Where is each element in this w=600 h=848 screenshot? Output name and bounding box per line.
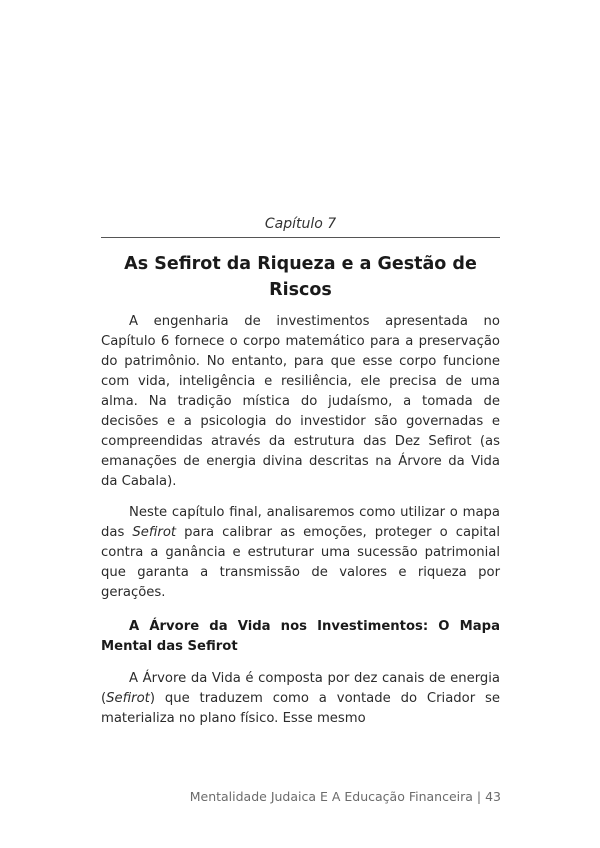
paragraph-3	[101, 669, 500, 729]
paragraph-2	[101, 503, 500, 603]
chapter-divider	[101, 237, 500, 238]
page-footer: Mentalidade Judaica E A Educação Financeira | 43	[189, 789, 501, 804]
paragraph-2-text-b: para calibrar as emoções, proteger o capital contra a ganância e estruturar uma sucessão patrimonial que garanta a transmissão de valores e riqueza por gerações.	[101, 525, 501, 600]
chapter-label: Capítulo 7	[264, 216, 337, 232]
paragraph-2-text-a: Neste capítulo final, analisaremos como utilizar o mapa das	[101, 505, 500, 540]
paragraph-3-italic: Sefirot	[106, 691, 150, 706]
paragraph-3-text-a: A Árvore da Vida é composta por dez canais de energia (	[101, 671, 500, 706]
chapter-title: As Sefirot da Riqueza e a Gestão de Riscos	[124, 254, 477, 300]
paragraph-3-text-b: ) que traduzem como a vontade do Criador se materializa no plano físico. Esse mesmo	[101, 691, 500, 726]
section-heading: A Árvore da Vida nos Investimentos: O Mapa Mental das Sefirot	[101, 619, 500, 654]
paragraph-2-italic: Sefirot	[132, 525, 177, 540]
paragraph-1: A engenharia de investimentos apresentada no Capítulo 6 fornece o corpo matemático para a preservação do patrimônio. No entanto, para que esse corpo funcione com vida, inteligência e resiliência, ele precisa de uma alma. Na tradição mística do judaísmo, a tomada de decisões e a psicologia do investidor são governadas e compreendidas através da estrutura das Dez Sefirot (as emanações de energia divina descritas na Árvore da Vida da Cabala).	[101, 314, 500, 489]
